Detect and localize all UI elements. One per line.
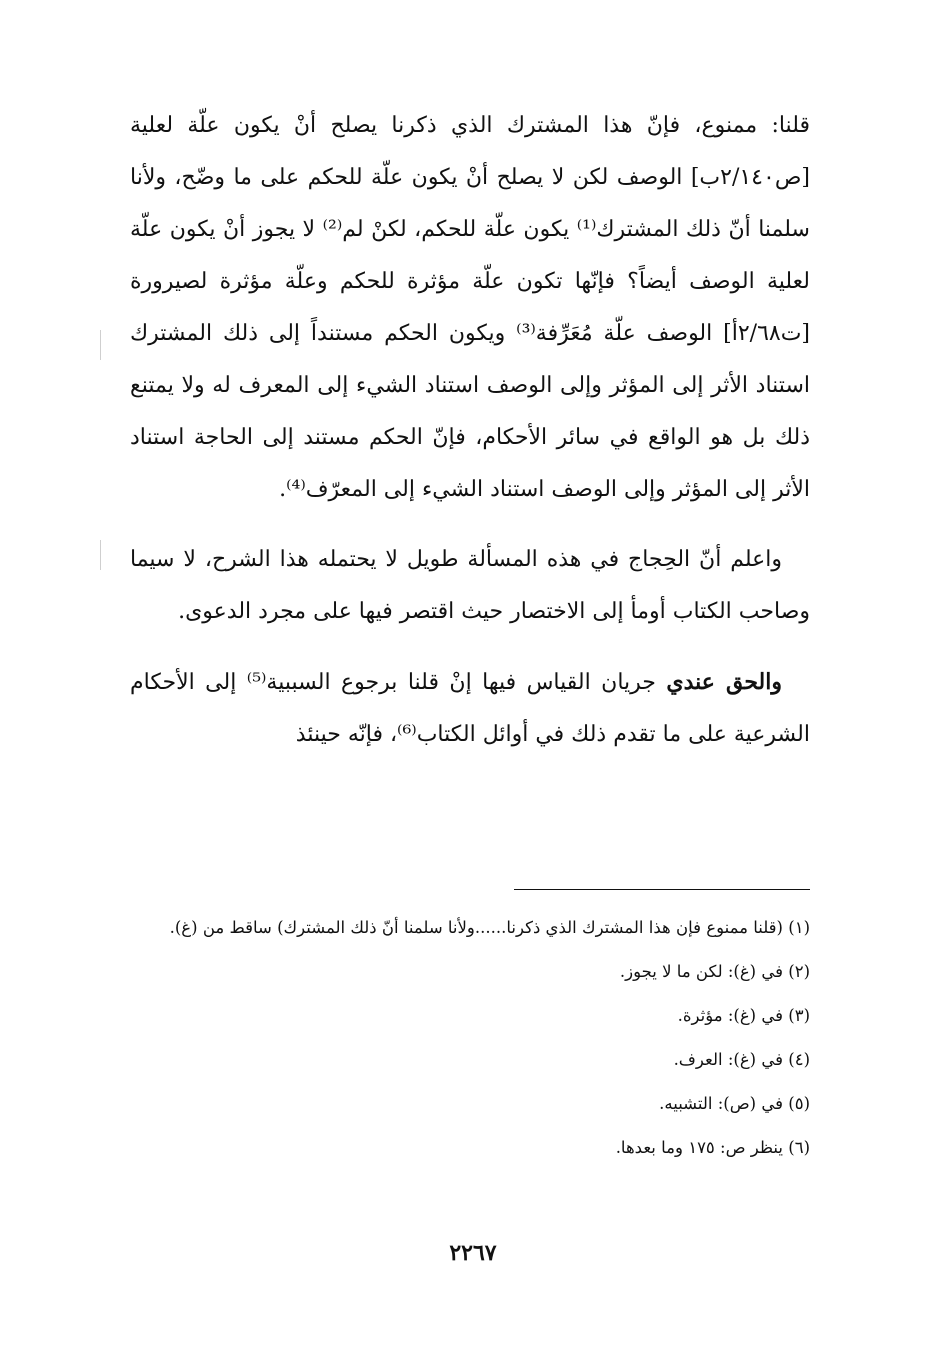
main-text [130,100,810,779]
page-number: ٢٢٦٧ [449,1240,497,1266]
footnote-6: (٦) ينظر ص: ١٧٥ وما بعدها. [615,1138,810,1157]
footnote-4: (٤) في (غ): العرف. [673,1050,810,1069]
scan-margin-mark [100,330,101,360]
paragraph-2: واعلم أنّ الحِجاج في هذه المسألة طويل لا يحتمله هذا الشرح، لا سيما وصاحب الكتاب أومأ إلى الاختصار حيث اقتصر فيها على مجرد الدعوى. [130,547,810,624]
paragraph-3-lead: والحق عندي [666,669,782,695]
paragraph-3 [130,656,810,761]
footnote-2: (٢) في (غ): لكن ما لا يجوز. [619,962,810,981]
paragraph-3-text: جريان القياس فيها إنْ قلنا برجوع السببية⁽⁵⁾ إلى الأحكام الشرعية على ما تقدم ذلك في أوائل الكتاب⁽⁶⁾، فإنّه حينئذ [130,670,810,747]
footnotes [130,906,810,1170]
footnote-separator [514,889,810,890]
footnote-5: (٥) في (ص): التشبيه. [659,1094,810,1113]
paragraph-1: قلنا: ممنوع، فإنّ هذا المشترك الذي ذكرنا يصلح أنْ يكون علّة لعلية [ص٢/١٤٠ب] الوصف لكن لا يصلح أنْ يكون علّة للحكم على ما وضّح، ولأنا سلمنا أنّ ذلك المشترك⁽¹⁾ يكون علّة للحكم، لكنْ لم⁽²⁾ لا يجوز أنْ يكون علّة لعلية الوصف أيضاً؟ فإنّها تكون علّة مؤثرة للحكم وعلّة مؤثرة لصيرورة [ت٢/٦٨أ] الوصف علّة مُعَرِّفة⁽³⁾ ويكون الحكم مستنداً إلى ذلك المشترك استناد الأثر إلى المؤثر وإلى الوصف استناد الشيء إلى المعرف له ولا يمتنع ذلك بل هو الواقع في سائر الأحكام، فإنّ الحكم مستند إلى الحاجة استناد الأثر إلى المؤثر وإلى الوصف استناد الشيء إلى المعرّف⁽⁴⁾. [130,113,811,502]
footnote-3: (٣) في (غ): مؤثرة. [677,1006,810,1025]
scan-margin-mark [100,540,101,570]
footnote-1: (١) (قلنا ممنوع فإن هذا المشترك الذي ذكرنا......ولأنا سلمنا أنّ ذلك المشترك) ساقط من (غ). [169,918,810,937]
